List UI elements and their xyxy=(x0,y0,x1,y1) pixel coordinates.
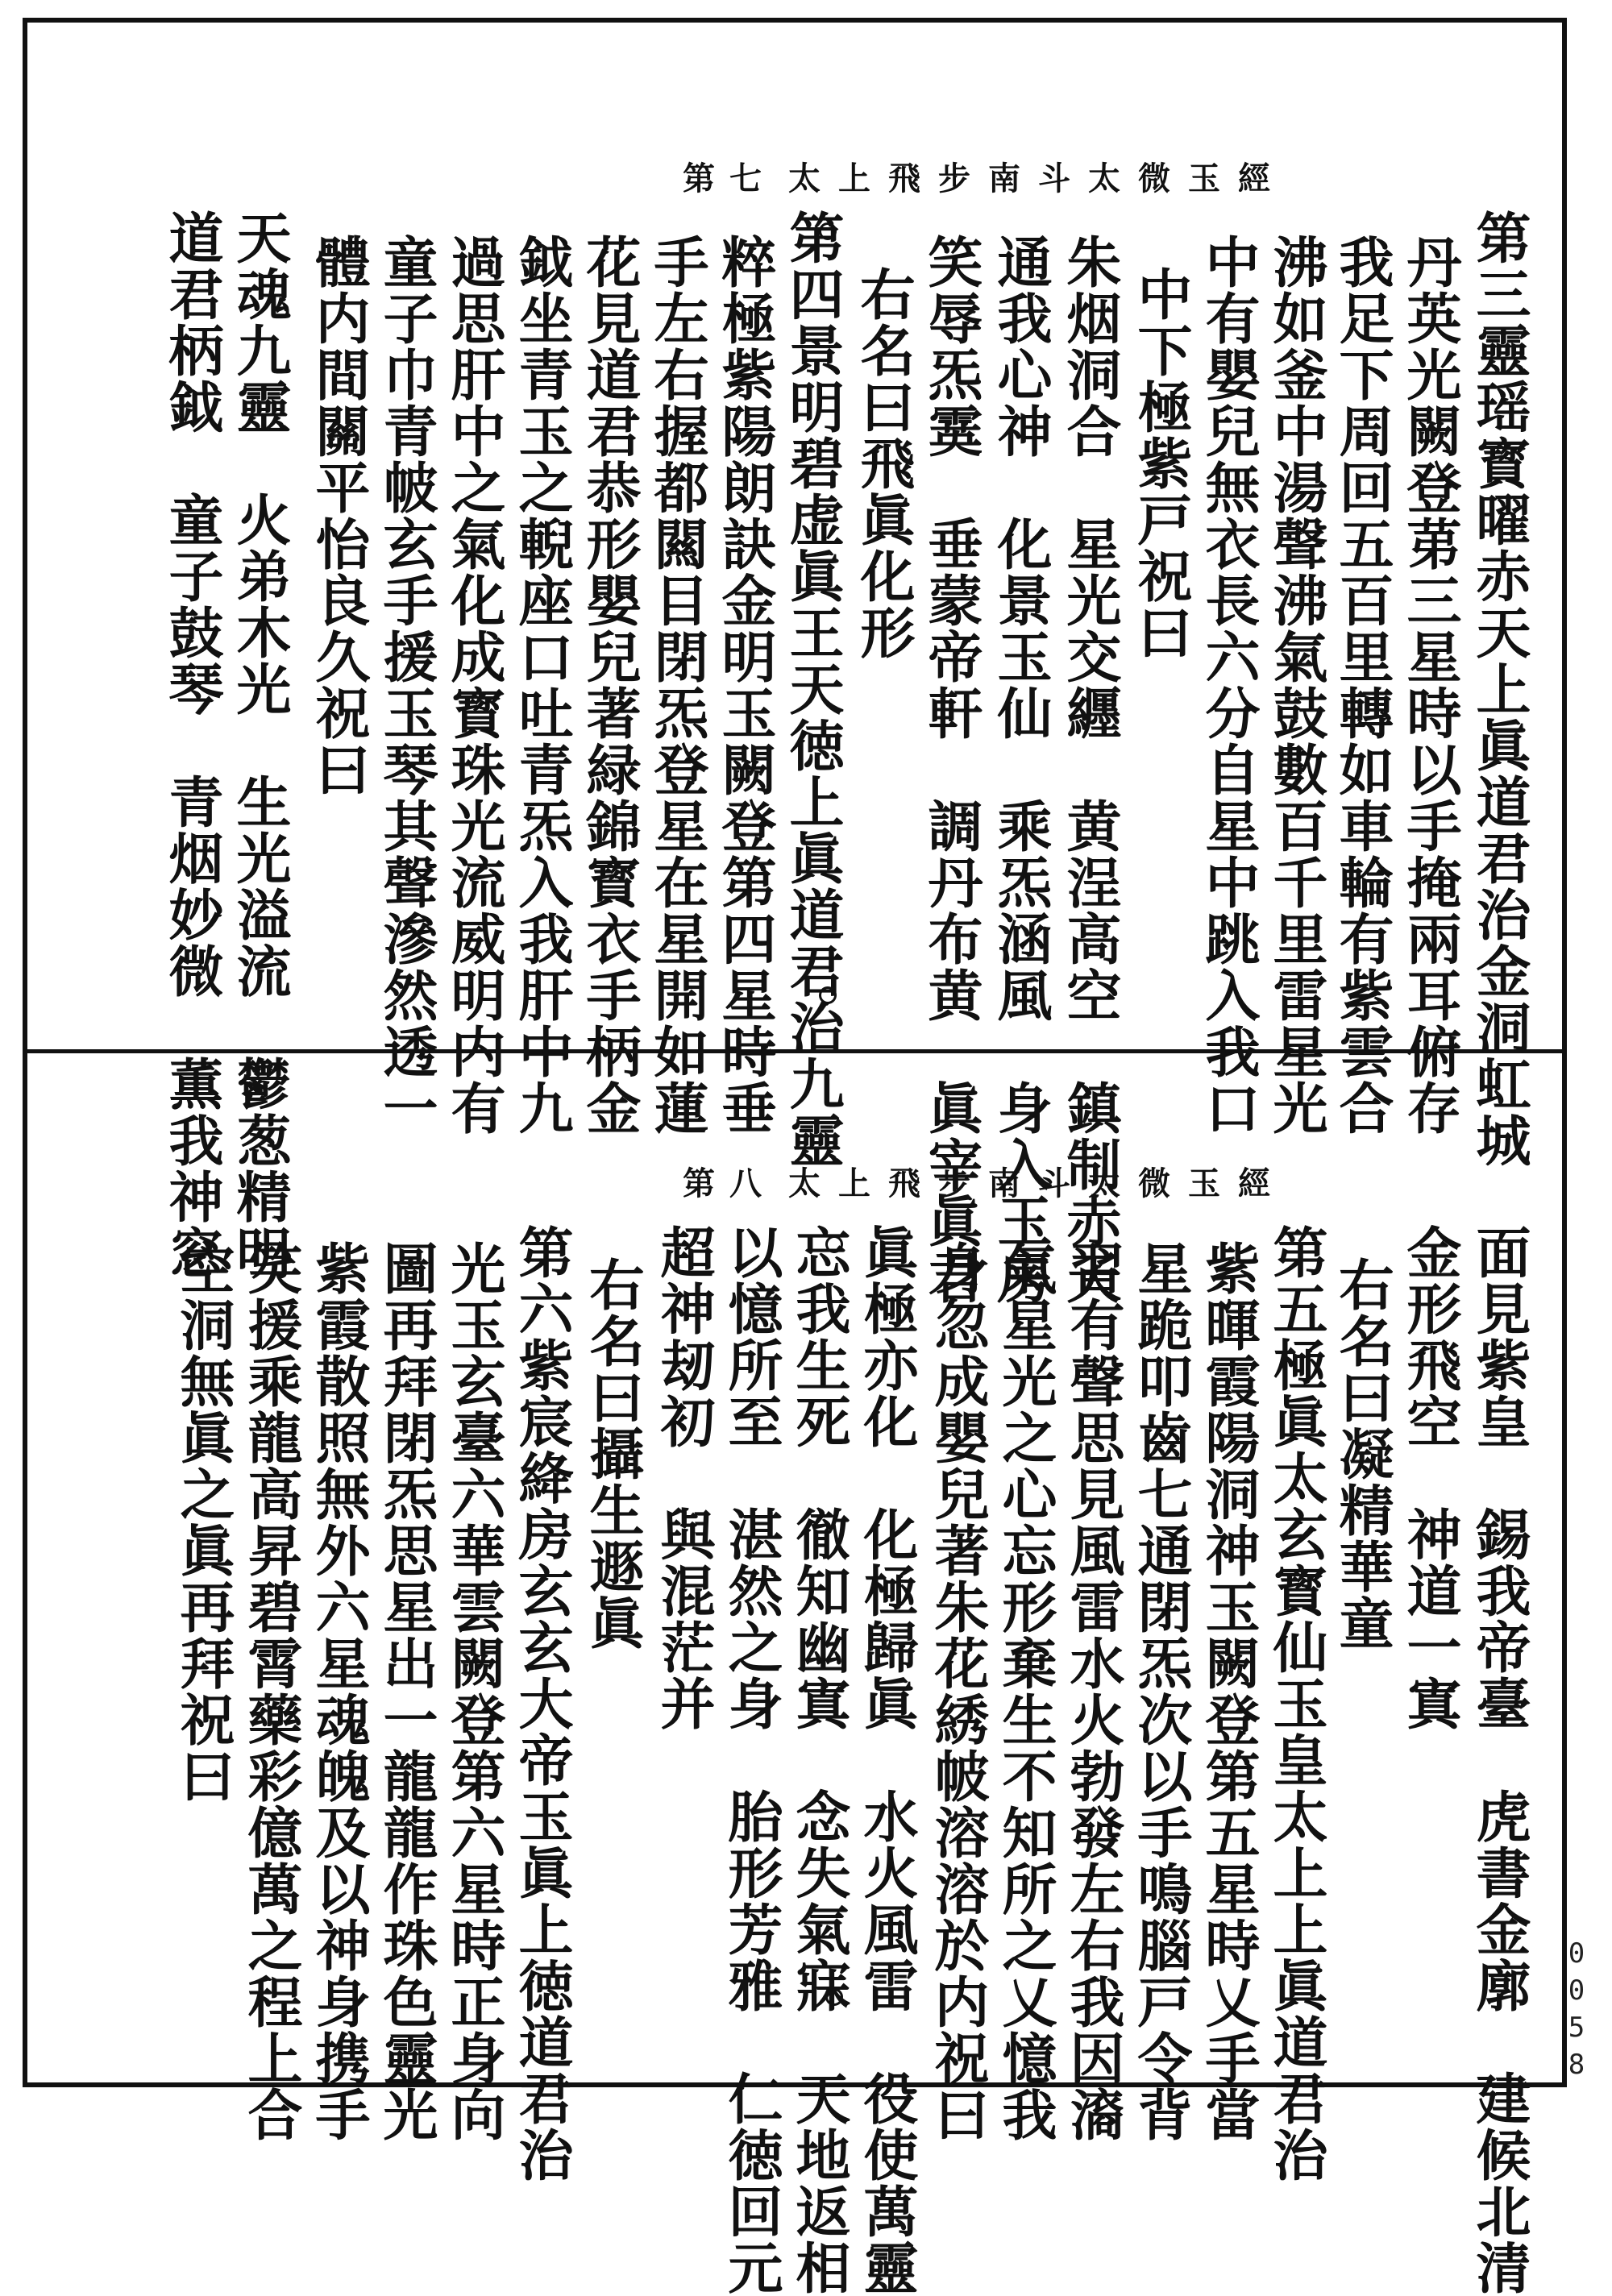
text-column: 第三靈瑶寳曜赤天上眞道君治金洞虹城 xyxy=(1467,210,1531,1169)
paragraph-marker xyxy=(825,1235,843,1253)
top-header-title: 太上飛步南斗太微玉經 xyxy=(788,160,1288,197)
text-column: 童子巾青帔玄手援玉琴其聲滲然透一 xyxy=(374,234,438,1136)
bottom-header-page: 第八 xyxy=(683,1165,776,1202)
text-column: 光玉玄臺六華雲闕登第六星時正身向 xyxy=(442,1240,506,2143)
text-column: 天魂九靈 火弟木光 生光溢流 鬱葱精明 xyxy=(227,210,292,1281)
text-column: 第五極眞太玄寳仙玉皇太上上眞道君治 xyxy=(1264,1224,1328,2183)
text-column: 手左右握都闗目閉炁登星在星開如蓮 xyxy=(645,234,709,1136)
text-column: 身忽成嬰兒著朱花綉帔溶溶於内祝曰 xyxy=(925,1240,990,2143)
text-column: 面見紫皇 錫我帝臺 虎書金廓 建候北清 xyxy=(1467,1224,1531,2296)
paragraph-marker xyxy=(825,1988,843,2006)
text-column: 笑辱炁霙 垂蒙帝軒 調丹布黄 眞宰眞君 xyxy=(919,234,983,1306)
text-column: 丹英光闕登苐三星時以手掩兩耳俯存 xyxy=(1398,234,1462,1136)
bottom-running-header xyxy=(27,1158,1562,1206)
text-column: 我足下周回五百里轉如車輪有紫雲合 xyxy=(1330,234,1394,1136)
text-column: 以憶所至 湛然之身 胎形芳雅 仁徳回元 xyxy=(719,1224,783,2296)
text-column: 粹極紫陽朗訣金明玉闕登第四星時垂 xyxy=(713,234,777,1136)
text-column: 沸如釜中湯聲沸氣鼓數百千里雷星光 xyxy=(1264,234,1328,1136)
text-column: 花見道君恭形嬰兒著緑錦寳衣手柄金 xyxy=(577,234,642,1136)
text-column: 道君柄鉞 童子鼓琴 青烟妙微 薫我神窓 xyxy=(160,210,224,1281)
text-column: 朱烟洞合 星光交纒 黄浧高空 鎮制赤天 xyxy=(1057,234,1122,1306)
text-column: 右名曰飛眞化形 xyxy=(851,266,916,661)
text-column: 第六紫宸絳房玄玄大帝玉眞上徳道君治 xyxy=(509,1224,574,2183)
text-column: 右名曰攝生遯眞 xyxy=(580,1256,645,1651)
text-column: 鉞坐青玉之輗座口吐青炁入我肝中九 xyxy=(509,234,574,1136)
text-column: 空洞無眞之眞再拜祝曰 xyxy=(171,1240,235,1804)
top-running-header xyxy=(27,153,1562,201)
text-column: 過思肝中之氣化成寳珠光流威明内有 xyxy=(442,234,506,1136)
text-column: 圖再拜閉炁思星出一龍龍作珠色靈光 xyxy=(374,1240,438,2143)
paragraph-marker xyxy=(819,222,837,240)
text-column: 通我心神 化景玉仙 乘炁涵風 身入玉房 xyxy=(988,234,1053,1306)
paragraph-marker xyxy=(819,986,837,1004)
text-column: 眞極亦化 化極歸眞 水火風雷 役使萬靈 xyxy=(854,1224,919,2296)
text-column: 中下極紫戸祝曰 xyxy=(1128,266,1193,661)
text-column: 中有嬰兒無衣長六分自星中跳入我口 xyxy=(1196,234,1261,1136)
text-column: 忘我生死 徹知幽寘 念失氣寐 天地返相 xyxy=(787,1224,851,2296)
bottom-panel xyxy=(27,1053,1562,2296)
page-number: 0058 xyxy=(1560,1937,1593,2086)
top-header-page: 第七 xyxy=(683,160,776,197)
text-column: 超神刼初 與混茫并 xyxy=(651,1224,716,1732)
text-column: 體内間關平怡良久祝曰 xyxy=(306,234,371,798)
text-column: 星跪叩齒七通閉炁次以手鳴腦戸令背 xyxy=(1128,1240,1193,2143)
text-column: 金形飛空 神道一寘 xyxy=(1398,1224,1462,1732)
text-column: 紫霞散照無外六星魂魄及以神身携手 xyxy=(306,1240,371,2143)
text-column: 氣星光之心忘形棄生不知所之乂憶我 xyxy=(993,1240,1057,2143)
text-column: 第四景明碧虚眞王天徳上眞道君治九靈 xyxy=(780,210,845,1169)
text-column: 笑援乘龍高昇碧霄藥彩億萬之程上合 xyxy=(239,1240,303,2143)
text-column: 紫暉霞陽洞神玉闕登第五星時乂手當 xyxy=(1196,1240,1261,2143)
text-column: 右名曰凝精華童 xyxy=(1330,1256,1394,1651)
text-column: 習有聲思見風雷水火勃發左右我因㵝 xyxy=(1061,1240,1125,2143)
bottom-header-title: 太上飛步南斗太微玉經 xyxy=(788,1165,1288,1202)
